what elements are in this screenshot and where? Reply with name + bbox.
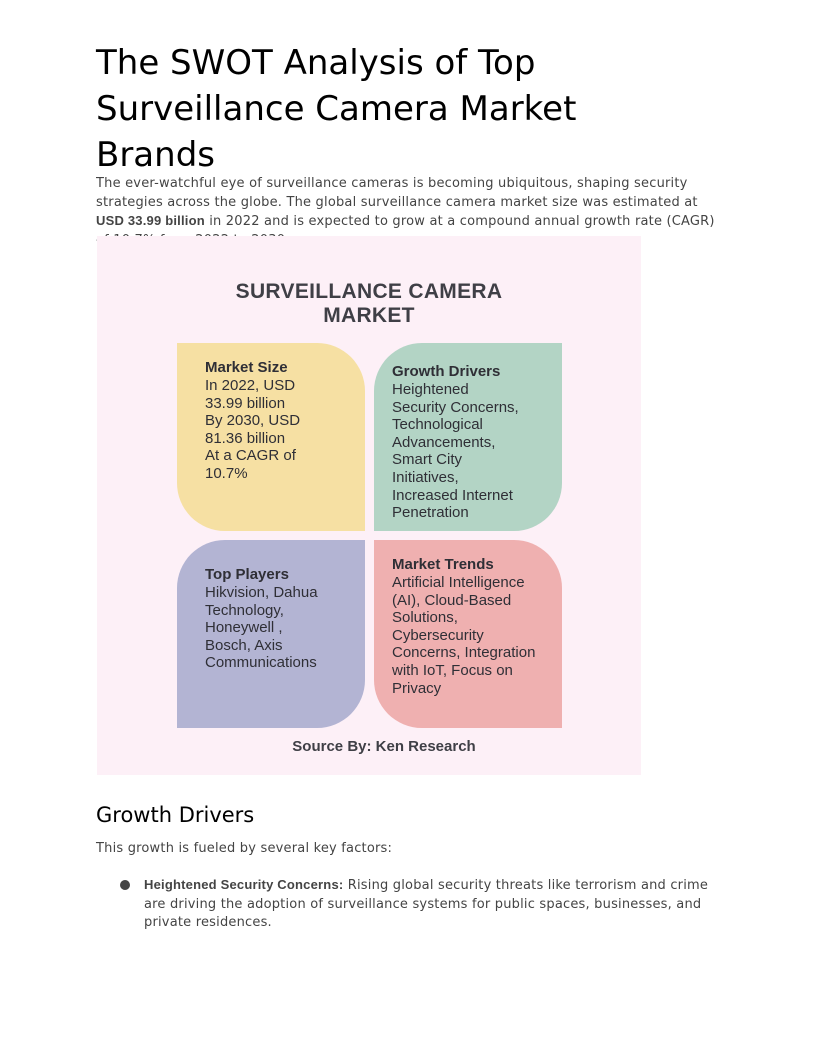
card-title: Market Trends: [392, 556, 494, 573]
bullet-icon: [120, 880, 130, 890]
card-line: 33.99 billion: [205, 394, 286, 412]
card-title: Top Players: [205, 566, 289, 583]
card-line: Initiatives,: [392, 468, 459, 486]
card-line: In 2022, USD: [205, 377, 296, 394]
source-credit: Source By: Ken Research: [292, 738, 476, 755]
card-line: Honeywell ,: [205, 619, 283, 637]
factor-text: Rising global security threats like terrorism and crime are driving the adoption of surveillance systems for public spaces, businesses, and private residences.: [144, 878, 709, 930]
card-line: Security Concerns,: [392, 398, 519, 416]
card-line: Heightened: [392, 381, 469, 398]
page-title: The SWOT Analysis of Top Surveillance Camera Market Brands: [96, 43, 577, 175]
top-players-card: [177, 540, 365, 728]
card-line: Penetration: [392, 504, 469, 522]
factor-list: [120, 876, 720, 933]
card-title: Growth Drivers: [392, 363, 501, 380]
infographic-title-line1: SURVEILLANCE CAMERA: [235, 280, 503, 303]
infographic-title: [97, 280, 641, 328]
card-line: By 2030, USD: [205, 412, 301, 430]
card-line: Concerns, Integration: [392, 644, 536, 662]
section-intro: This growth is fueled by several key factors:: [96, 841, 393, 856]
intro-paragraph: [96, 175, 720, 241]
card-line: Privacy: [392, 679, 442, 697]
card-line: 81.36 billion: [205, 429, 286, 447]
market-trends-card: [374, 540, 562, 728]
growth-drivers-card: [374, 343, 562, 531]
intro-text-part1: The ever-watchful eye of surveillance cameras is becoming ubiquitous, shaping security strategies across the globe. The global surveillance camera market size was estimated at: [96, 176, 698, 210]
section-heading: Growth Drivers: [96, 803, 255, 827]
card-line: Smart City: [392, 451, 463, 469]
infographic-title-line2: MARKET: [323, 304, 415, 327]
card-line: Technology,: [205, 601, 284, 619]
list-item: [120, 876, 720, 933]
card-line: Increased Internet: [392, 486, 513, 504]
market-size-card: [177, 343, 365, 531]
market-infographic: [97, 236, 641, 775]
card-line: Advancements,: [392, 433, 496, 451]
card-line: Cybersecurity: [392, 626, 484, 644]
card-line: Artificial Intelligence: [392, 574, 525, 591]
card-line: (AI), Cloud-Based: [392, 591, 512, 609]
card-title: Market Size: [205, 359, 288, 376]
intro-text-part2: in 2022 and is expected to grow at a compound annual growth rate (CAGR): [209, 214, 715, 229]
card-line: with IoT, Focus on: [392, 661, 513, 679]
card-line: Communications: [205, 654, 317, 672]
card-line: Technological: [392, 416, 483, 434]
card-line: Hikvision, Dahua: [205, 584, 318, 601]
factor-label: Heightened Security Concerns:: [144, 877, 344, 892]
card-line: Bosch, Axis: [205, 636, 283, 654]
card-line: At a CAGR of: [205, 447, 296, 465]
intro-highlight: USD 33.99 billion: [96, 213, 205, 228]
card-line: Solutions,: [392, 609, 458, 627]
card-line: 10.7%: [205, 464, 248, 482]
